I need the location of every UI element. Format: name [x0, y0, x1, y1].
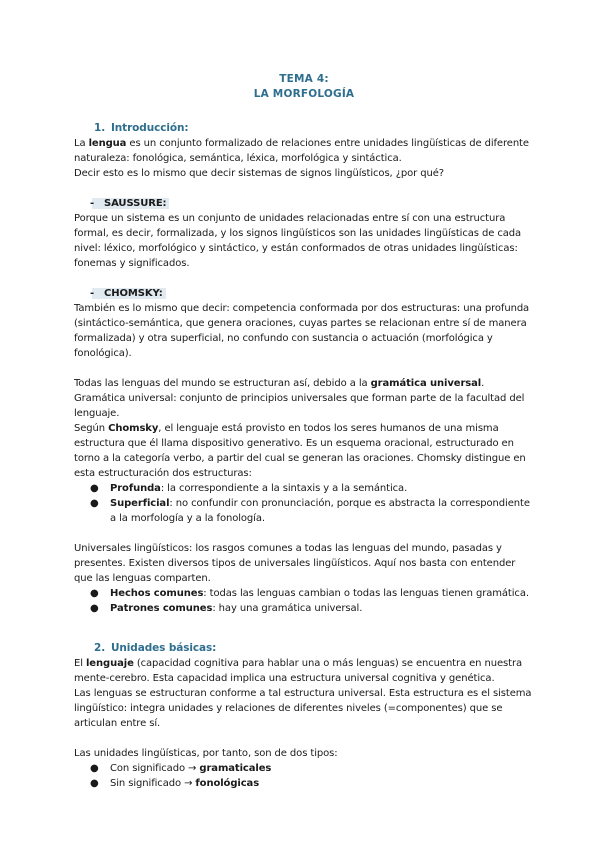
subheading-chomsky	[90, 286, 534, 301]
bold-term: Superficial	[110, 498, 170, 509]
section-heading-introduccion	[94, 121, 534, 136]
text-run: .	[481, 378, 485, 389]
list-item	[90, 601, 534, 616]
chomsky-paragraph: También es lo mismo que decir: competencia conformada por dos estructuras: una profunda (sintáctico-semántica, que genera oraciones, cuyas partes se relacionan entre sí de manera formalizada) y otra superficial, no confundo con sustancia o actuación (morfológica y fonológica).	[74, 303, 530, 359]
bold-term: Hechos comunes	[110, 588, 204, 599]
page-title-line1: TEMA 4:	[279, 73, 329, 85]
universales-paragraph: Universales lingüísticos: los rasgos comunes a todas las lenguas del mundo, pasadas y presentes. Existen diversos tipos de universales lingüísticos. Aquí nos basta con entender que las lenguas comparten.	[74, 543, 516, 584]
text-run: : hay una gramática universal.	[212, 603, 363, 614]
saussure-paragraph: Porque un sistema es un conjunto de unidades relacionadas entre sí con una estructura formal, es decir, formalizada, y los signos lingüísticos son las unidades lingüísticas de cada nivel: léxico, morfológico y sintáctico, y están conformados de otras unidades lingüísticas: fonemas y significados.	[74, 213, 522, 269]
section-heading-text: Unidades básicas:	[111, 642, 217, 654]
bold-term-gramatica-universal: gramática universal	[370, 378, 482, 389]
bold-term-lengua: lengua	[88, 138, 127, 149]
bold-term: Profunda	[110, 483, 161, 494]
bold-term: Patrones comunes	[110, 603, 213, 614]
dash-marker: -	[90, 288, 95, 299]
text-run: (capacidad cognitiva para hablar una o más lenguas) se encuentra en nuestra mente-cerebro. Esta capacidad implica una estructura universal cognitiva y genética.	[74, 658, 522, 684]
structures-list	[74, 481, 534, 526]
text-run: es un conjunto formalizado de relaciones entre unidades lingüísticas de diferente naturaleza: fonológica, semántica, léxica, morfológica y sintáctica.	[74, 138, 529, 164]
text-run: Sin significado →	[110, 778, 196, 789]
intro-paragraph-2: Decir esto es lo mismo que decir sistemas de signos lingüísticos, ¿por qué?	[74, 168, 445, 179]
bullet-icon: ●	[90, 588, 99, 599]
text-run: El	[74, 658, 86, 669]
bullet-icon: ●	[90, 498, 99, 509]
text-run: Según	[74, 423, 109, 434]
text-run: , el lenguaje está provisto en todos los seres humanos de una misma estructura que él llama dispositivo generativo. Es un esquema oracional, estructurado en torno a la categoría verbo, a partir del cual se generan las oraciones. Chomsky distingue en esta estructuración dos estructuras:	[74, 423, 526, 479]
bold-term-chomsky: Chomsky	[108, 423, 159, 434]
list-item	[90, 761, 534, 776]
bullet-icon: ●	[90, 483, 99, 494]
text-run: Con significado →	[110, 763, 200, 774]
unidades-paragraph-3: Las unidades lingüísticas, por tanto, son de dos tipos:	[74, 748, 338, 759]
list-item	[90, 776, 534, 791]
bullet-icon: ●	[90, 778, 99, 789]
unidades-paragraph-1	[74, 656, 534, 686]
section-number: 2.	[94, 642, 106, 654]
text-run: : no confundir con pronunciación, porque es abstracta la correspondiente a la morfología y a la fonología.	[110, 498, 530, 524]
bullet-icon: ●	[90, 603, 99, 614]
intro-paragraph-1	[74, 136, 534, 166]
page-title-line2: LA MORFOLOGÍA	[253, 88, 355, 100]
universales-list	[74, 586, 534, 616]
text-run: : todas las lenguas cambian o todas las lenguas tienen gramática.	[203, 588, 529, 599]
text-run: La	[74, 138, 89, 149]
bold-term: fonológicas	[195, 778, 260, 789]
unidades-paragraph-2: Las lenguas se estructuran conforme a tal estructura universal. Esta estructura es el sistema lingüístico: integra unidades y relaciones de diferentes niveles (=componentes) que se articulan entre sí.	[74, 688, 532, 729]
universal-paragraph-1	[74, 376, 534, 391]
universal-paragraph-3	[74, 421, 534, 481]
section-heading-text: Introducción:	[111, 122, 189, 134]
list-item	[90, 586, 534, 601]
dash-marker: -	[90, 198, 95, 209]
text-run: Todas las lenguas del mundo se estructuran así, debido a la	[74, 378, 371, 389]
bold-term: gramaticales	[199, 763, 272, 774]
section-heading-unidades-basicas	[94, 641, 534, 656]
unidades-types-list	[74, 761, 534, 791]
bold-term-lenguaje: lenguaje	[85, 658, 134, 669]
subheading-label: SAUSSURE:	[92, 198, 169, 209]
document-content	[74, 72, 534, 791]
text-run: : la correspondiente a la sintaxis y a la semántica.	[160, 483, 408, 494]
subheading-label: CHOMSKY:	[92, 288, 166, 299]
subheading-saussure	[90, 196, 534, 211]
universal-paragraph-2: Gramática universal: conjunto de principios universales que forman parte de la facultad del lenguaje.	[74, 393, 525, 419]
list-item	[90, 481, 534, 496]
section-number: 1.	[94, 122, 106, 134]
list-item	[90, 496, 534, 526]
bullet-icon: ●	[90, 763, 99, 774]
